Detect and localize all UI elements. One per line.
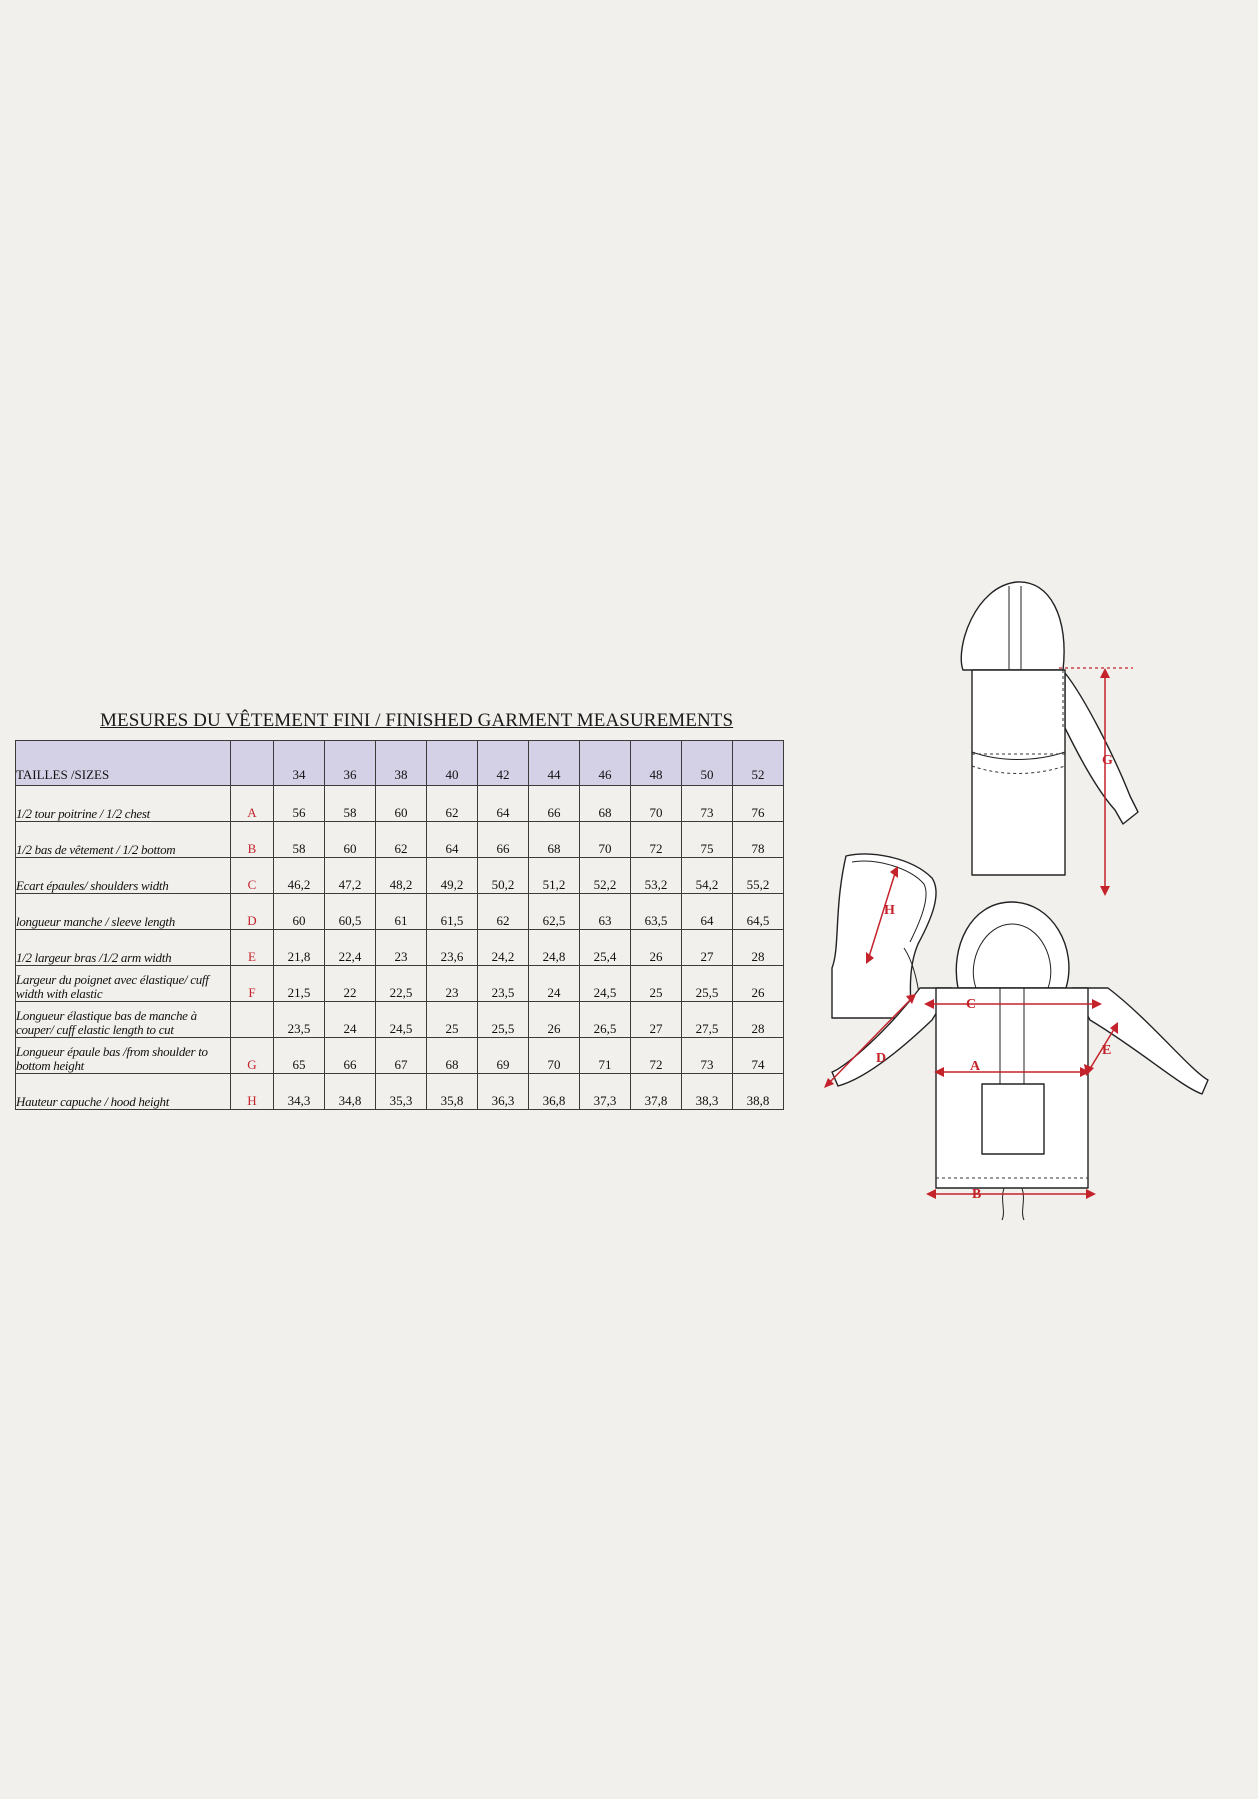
table-cell: 21,8: [274, 930, 325, 966]
table-cell: 23: [427, 966, 478, 1002]
table-cell: 26: [529, 1002, 580, 1038]
size-header: 36: [325, 741, 376, 786]
table-cell: 26,5: [580, 1002, 631, 1038]
table-cell: 27,5: [682, 1002, 733, 1038]
table-cell: 38,8: [733, 1074, 784, 1110]
marker-a: A: [970, 1059, 981, 1074]
table-cell: 61: [376, 894, 427, 930]
table-row: [16, 786, 784, 822]
row-label: Longueur épaule bas /from shoulder to bottom height: [16, 1038, 231, 1074]
table-cell: 73: [682, 1038, 733, 1074]
table-cell: 28: [733, 930, 784, 966]
marker-e: E: [1102, 1043, 1112, 1058]
marker-d: D: [876, 1051, 887, 1066]
table-cell: 36,3: [478, 1074, 529, 1110]
row-label: Largeur du poignet avec élastique/ cuff width with elastic: [16, 966, 231, 1002]
table-cell: 68: [580, 786, 631, 822]
table-row: [16, 822, 784, 858]
table-cell: 24,5: [376, 1002, 427, 1038]
marker-c: C: [966, 997, 977, 1012]
table-cell: 68: [529, 822, 580, 858]
table-cell: 24,2: [478, 930, 529, 966]
table-cell: 65: [274, 1038, 325, 1074]
table-body: [16, 786, 784, 1110]
row-letter: C: [231, 858, 274, 894]
table-cell: 35,8: [427, 1074, 478, 1110]
size-header: 44: [529, 741, 580, 786]
table-cell: 66: [478, 822, 529, 858]
table-cell: 22,4: [325, 930, 376, 966]
table-cell: 36,8: [529, 1074, 580, 1110]
table-row: [16, 858, 784, 894]
row-letter: H: [231, 1074, 274, 1110]
size-header: 38: [376, 741, 427, 786]
table-cell: 50,2: [478, 858, 529, 894]
table-cell: 62,5: [529, 894, 580, 930]
row-letter: B: [231, 822, 274, 858]
table-cell: 51,2: [529, 858, 580, 894]
table-cell: 46,2: [274, 858, 325, 894]
table-cell: 48,2: [376, 858, 427, 894]
table-cell: 25,5: [682, 966, 733, 1002]
size-header: 40: [427, 741, 478, 786]
row-label: 1/2 bas de vêtement / 1/2 bottom: [16, 822, 231, 858]
table-cell: 55,2: [733, 858, 784, 894]
front-view-diagram: [840, 900, 1230, 1230]
table-cell: 70: [580, 822, 631, 858]
table-cell: 70: [529, 1038, 580, 1074]
row-label: Longueur élastique bas de manche à couper/ cuff elastic length to cut: [16, 1002, 231, 1038]
table-cell: 75: [682, 822, 733, 858]
back-view-diagram: [955, 578, 1155, 900]
table-cell: 69: [478, 1038, 529, 1074]
table-cell: 25,5: [478, 1002, 529, 1038]
table-cell: 34,3: [274, 1074, 325, 1110]
row-letter: G: [231, 1038, 274, 1074]
size-header: 48: [631, 741, 682, 786]
table-cell: 27: [682, 930, 733, 966]
size-header: 50: [682, 741, 733, 786]
table-cell: 47,2: [325, 858, 376, 894]
row-letter: E: [231, 930, 274, 966]
table-cell: 67: [376, 1038, 427, 1074]
size-header: 52: [733, 741, 784, 786]
table-cell: 21,5: [274, 966, 325, 1002]
table-cell: 38,3: [682, 1074, 733, 1110]
table-cell: 37,8: [631, 1074, 682, 1110]
table-cell: 60: [325, 822, 376, 858]
table-cell: 56: [274, 786, 325, 822]
row-letter: [231, 1002, 274, 1038]
size-header: 42: [478, 741, 529, 786]
table-cell: 60: [376, 786, 427, 822]
marker-b: B: [972, 1187, 982, 1202]
table-cell: 23,6: [427, 930, 478, 966]
table-cell: 60: [274, 894, 325, 930]
table-cell: 72: [631, 822, 682, 858]
table-cell: 27: [631, 1002, 682, 1038]
table-cell: 37,3: [580, 1074, 631, 1110]
table-cell: 62: [376, 822, 427, 858]
table-cell: 22: [325, 966, 376, 1002]
table-cell: 49,2: [427, 858, 478, 894]
page-title: MESURES DU VÊTEMENT FINI / FINISHED GARMENT MEASUREMENTS: [100, 710, 734, 731]
table-cell: 76: [733, 786, 784, 822]
size-header: 34: [274, 741, 325, 786]
header-letter-cell: [231, 741, 274, 786]
table-cell: 64: [478, 786, 529, 822]
table-cell: 26: [733, 966, 784, 1002]
table-cell: 26: [631, 930, 682, 966]
table-cell: 72: [631, 1038, 682, 1074]
table-cell: 24: [529, 966, 580, 1002]
table-row: [16, 1038, 784, 1074]
marker-h: H: [884, 903, 895, 918]
table-cell: 25,4: [580, 930, 631, 966]
table-cell: 60,5: [325, 894, 376, 930]
row-letter: D: [231, 894, 274, 930]
table-cell: 63: [580, 894, 631, 930]
measurements-table: [15, 740, 784, 1110]
row-label: 1/2 tour poitrine / 1/2 chest: [16, 786, 231, 822]
table-cell: 54,2: [682, 858, 733, 894]
table-cell: 58: [274, 822, 325, 858]
table-cell: 73: [682, 786, 733, 822]
marker-g: G: [1102, 753, 1113, 768]
size-header: 46: [580, 741, 631, 786]
table-cell: 64: [682, 894, 733, 930]
table-cell: 28: [733, 1002, 784, 1038]
table-cell: 23,5: [478, 966, 529, 1002]
table-cell: 62: [478, 894, 529, 930]
table-cell: 64: [427, 822, 478, 858]
table-cell: 66: [529, 786, 580, 822]
table-cell: 61,5: [427, 894, 478, 930]
row-letter: F: [231, 966, 274, 1002]
table-cell: 68: [427, 1038, 478, 1074]
table-row: [16, 894, 784, 930]
table-cell: 78: [733, 822, 784, 858]
table-cell: 25: [427, 1002, 478, 1038]
table-row: [16, 966, 784, 1002]
table-cell: 64,5: [733, 894, 784, 930]
table-cell: 71: [580, 1038, 631, 1074]
table-cell: 66: [325, 1038, 376, 1074]
table-cell: 52,2: [580, 858, 631, 894]
row-letter: A: [231, 786, 274, 822]
table-row: [16, 930, 784, 966]
table-row: [16, 1002, 784, 1038]
table-cell: 58: [325, 786, 376, 822]
row-label: Hauteur capuche / hood height: [16, 1074, 231, 1110]
table-cell: 25: [631, 966, 682, 1002]
row-label: 1/2 largeur bras /1/2 arm width: [16, 930, 231, 966]
table-cell: 22,5: [376, 966, 427, 1002]
header-label: TAILLES /SIZES: [16, 741, 231, 786]
row-label: longueur manche / sleeve length: [16, 894, 231, 930]
table-cell: 53,2: [631, 858, 682, 894]
table-cell: 70: [631, 786, 682, 822]
table-cell: 74: [733, 1038, 784, 1074]
table-cell: 63,5: [631, 894, 682, 930]
table-cell: 24,5: [580, 966, 631, 1002]
table-cell: 23: [376, 930, 427, 966]
table-cell: 23,5: [274, 1002, 325, 1038]
row-label: Ecart épaules/ shoulders width: [16, 858, 231, 894]
table-cell: 62: [427, 786, 478, 822]
table-cell: 24: [325, 1002, 376, 1038]
table-header-row: [16, 741, 784, 786]
table-cell: 24,8: [529, 930, 580, 966]
table-row: [16, 1074, 784, 1110]
table-cell: 35,3: [376, 1074, 427, 1110]
table-cell: 34,8: [325, 1074, 376, 1110]
